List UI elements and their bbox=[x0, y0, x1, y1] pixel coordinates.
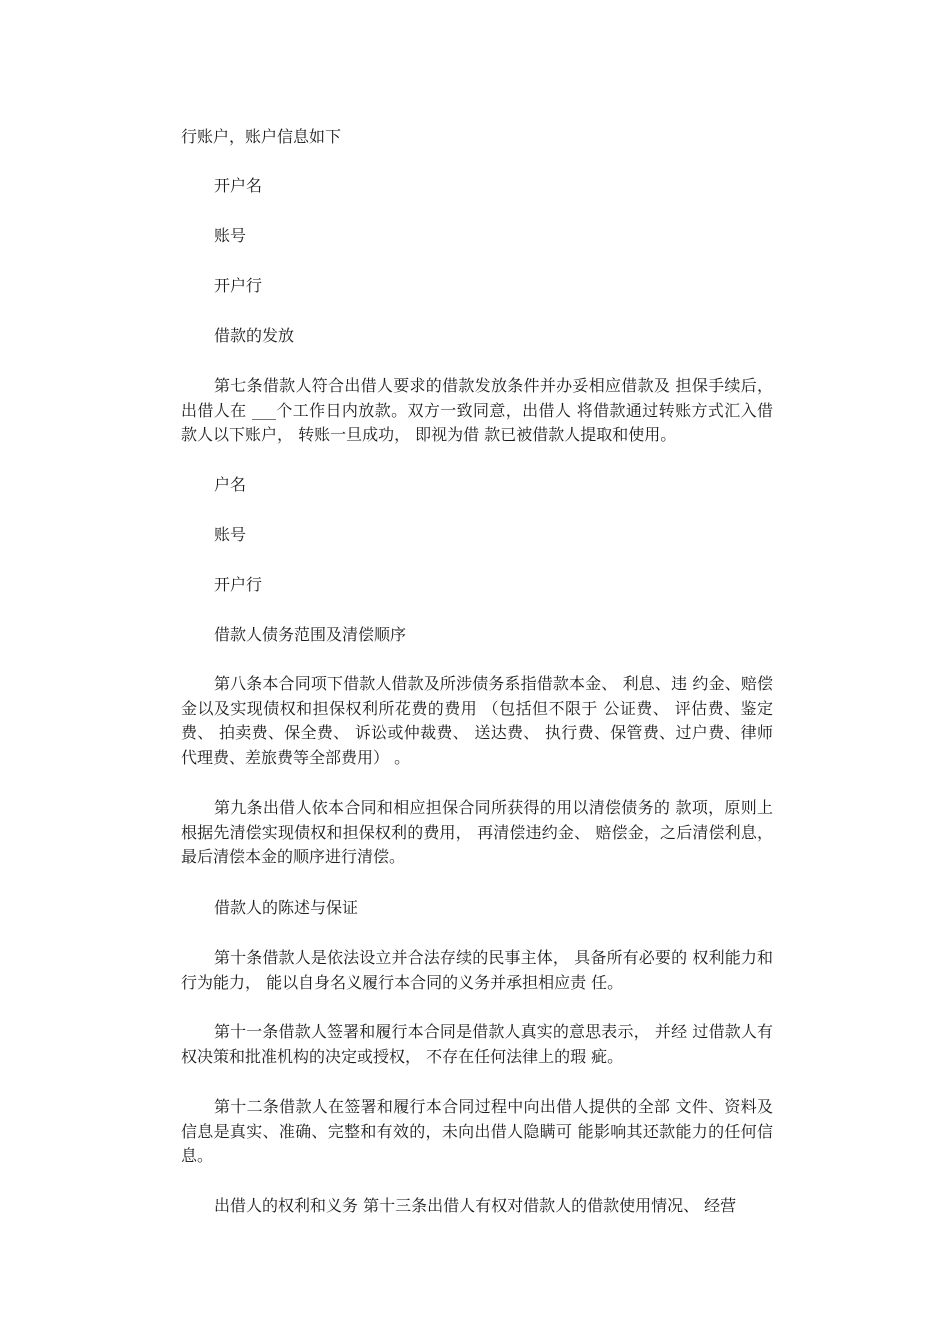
section-heading-loan-disbursement: 借款的发放 bbox=[214, 326, 295, 345]
article-8: 第八条本合同项下借款人借款及所涉债务系指借款本金、 利息、违 约金、赔偿金以及实现债权和担保权利所花费的费用 （包括但不限于 公证费、 评估费、鉴定费、 拍卖费、保全费、 诉讼或仲裁费、 送达费、 执行费、保管费、过户费、律师代理费、差旅费等全部费用） 。 bbox=[181, 674, 773, 767]
field-label-bank-2: 开户行 bbox=[214, 575, 263, 594]
article-11: 第十一条借款人签署和履行本合同是借款人真实的意思表示， 并经 过借款人有权决策和批准机构的决定或授权， 不存在任何法律上的瑕 疵。 bbox=[181, 1022, 773, 1066]
article-9: 第九条出借人依本合同和相应担保合同所获得的用以清偿债务的 款项，原则上根据先清偿实现债权和担保权利的费用， 再清偿违约金、 赔偿金，之后清偿利息，最后清偿本金的顺序进行清偿。 bbox=[181, 798, 773, 866]
section-heading-debt-scope: 借款人债务范围及清偿顺序 bbox=[214, 625, 407, 644]
field-label-account-number: 账号 bbox=[214, 226, 247, 245]
article-7: 第七条借款人符合出借人要求的借款发放条件并办妥相应借款及 担保手续后，出借人在 ___个工作日内放款。双方一致同意，出借人 将借款通过转账方式汇入借款人以下账户， 转账一旦成功， 即视为借 款已被借款人提取和使用。 bbox=[181, 376, 773, 444]
field-label-account-holder: 户名 bbox=[214, 475, 247, 494]
article-12: 第十二条借款人在签署和履行本合同过程中向出借人提供的全部 文件、资料及信息是真实、准确、完整和有效的，未向出借人隐瞒可 能影响其还款能力的任何信息。 bbox=[181, 1097, 773, 1165]
article-13-start: 出借人的权利和义务 第十三条出借人有权对借款人的借款使用情况、 经营 bbox=[214, 1196, 737, 1215]
field-label-account-number-2: 账号 bbox=[214, 525, 247, 544]
paragraph-account-intro: 行账户，账户信息如下 bbox=[181, 127, 342, 146]
article-10: 第十条借款人是依法设立并合法存续的民事主体， 具备所有必要的 权利能力和行为能力， 能以自身名义履行本合同的义务并承担相应责 任。 bbox=[181, 948, 773, 992]
section-heading-borrower-representations: 借款人的陈述与保证 bbox=[214, 898, 359, 917]
field-label-account-name: 开户名 bbox=[214, 176, 263, 195]
field-label-bank: 开户行 bbox=[214, 276, 263, 295]
